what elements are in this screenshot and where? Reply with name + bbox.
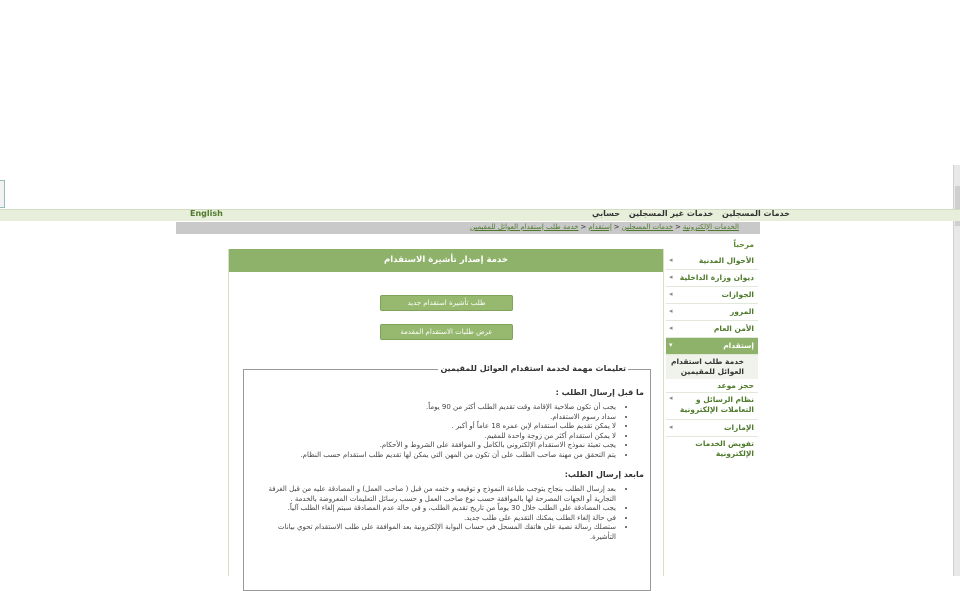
chevron-left-icon: ◂ xyxy=(669,273,673,281)
breadcrumb-current[interactable]: خدمة طلب إستقدام العوائل للمقيمين xyxy=(470,223,579,231)
sidebar-item-emirates[interactable] xyxy=(666,420,758,437)
breadcrumb: الخدمات الإلكترونية<خدمات المسجلين<إستقدام<خدمة طلب إستقدام العوائل للمقيمين xyxy=(470,223,739,231)
list-item: • سداد رسوم الاستقدام. xyxy=(256,413,616,423)
sidebar-item-label: ديوان وزارة الداخلية xyxy=(679,273,754,282)
sidebar-item-civil-affairs[interactable] xyxy=(666,253,758,270)
sidebar-welcome: مرحباً xyxy=(733,240,754,249)
list-item: • بعد إرسال الطلب بنجاح يتوجب طباعة النموذج و توقيعه و ختمه من قبل ( صاحب العمل) و المصادقة عليه من قبل الغرفة التجارية أو الجهات المصرحة لها بالموافقة حسب نوع صاحب العمل و حسب رسائل التعليمات المعروضة بالخدمة . xyxy=(256,485,616,504)
before-submit-list xyxy=(256,403,632,460)
sidebar-item-label: الأحوال المدنية xyxy=(698,256,754,265)
sidebar-subitem-family-recruitment[interactable]: خدمة طلب استقدام العوائل للمقيمين xyxy=(666,355,758,379)
chevron-left-icon: ◂ xyxy=(669,394,673,402)
list-item: • يتم التحقق من مهنة صاحب الطلب على أن تكون من المهن التي يمكن لها تقديم طلب استقدام حسب النظام. xyxy=(256,451,616,461)
after-submit-title: مابعد إرسال الطلب: xyxy=(564,470,644,479)
sidebar-item-label: الأمن العام xyxy=(713,324,754,333)
top-links xyxy=(586,209,790,218)
sidebar-item-delegation[interactable] xyxy=(666,437,758,463)
breadcrumb-recruitment[interactable]: إستقدام xyxy=(588,223,612,231)
top-link-unregistered[interactable]: خدمات غير المسجلين xyxy=(628,209,714,218)
top-nav-bar xyxy=(0,209,960,221)
list-item: • ستصلك رسالة نصية على هاتفك المسجل في حساب البوابة الإلكترونية بعد الموافقة على طلب الاستقدام تحوي بيانات التأشيرة. xyxy=(256,523,616,542)
language-toggle[interactable]: English xyxy=(190,209,223,218)
breadcrumb-registered[interactable]: خدمات المسجلين xyxy=(621,223,674,231)
sidebar-item-label: تفويض الخدمات الإلكترونية xyxy=(695,439,754,458)
sidebar-item-label: نظام الرسائل و التعاملات الإلكترونية xyxy=(679,395,754,414)
sidebar-item-messaging[interactable] xyxy=(666,393,758,420)
instructions-legend: تعليمات مهمة لخدمة استقدام العوائل للمقيمين xyxy=(440,364,626,373)
list-item: • يجب أن تكون صلاحية الإقامة وقت تقديم الطلب أكثر من 90 يوماً. xyxy=(256,403,616,413)
top-link-my-account[interactable]: حسابي xyxy=(592,209,621,218)
sidebar xyxy=(666,236,758,463)
chevron-down-icon: ▾ xyxy=(669,341,673,349)
after-submit-list xyxy=(256,485,632,542)
list-item: • لا يمكن استقدام أكثر من زوجة واحدة للمقيم. xyxy=(256,432,616,442)
list-item: • لا يمكن تقديم طلب استقدام لإبن عمره 18 عاماً أو أكبر . xyxy=(256,422,616,432)
new-visa-request-button[interactable]: طلب تأشيرة استقدام جديد xyxy=(380,295,513,311)
chevron-left-icon: ◂ xyxy=(669,290,673,298)
sidebar-item-recruitment[interactable] xyxy=(666,338,758,355)
top-link-registered[interactable]: خدمات المسجلين xyxy=(722,209,790,218)
panel-title: خدمة إصدار تأشيرة الاستقدام xyxy=(229,249,663,272)
sidebar-item-traffic[interactable] xyxy=(666,304,758,321)
list-item: • يجب المصادقة على الطلب خلال 30 يوماً من تاريخ تقديم الطلب، و في حالة عدم المصادقة سيتم إلغاء الطلب آلياً. xyxy=(256,504,616,514)
sidebar-item-passports[interactable] xyxy=(666,287,758,304)
chevron-left-icon: ◂ xyxy=(669,423,673,431)
list-item: • يجب تعبئة نموذج الاستقدام الإلكتروني بالكامل و الموافقة على الشروط و الأحكام. xyxy=(256,441,616,451)
breadcrumb-eservices[interactable]: الخدمات الإلكترونية xyxy=(682,223,739,231)
chevron-left-icon: ◂ xyxy=(669,324,673,332)
sidebar-item-label: إستقدام xyxy=(723,341,754,350)
sidebar-item-public-security[interactable] xyxy=(666,321,758,338)
view-requests-button[interactable]: عرض طلبات الاستقدام المقدمة xyxy=(380,324,513,340)
chevron-left-icon: ◂ xyxy=(669,307,673,315)
chevron-left-icon: ◂ xyxy=(669,256,673,264)
page-scrollbar[interactable] xyxy=(953,165,960,576)
sidebar-subitem-book-appointment[interactable]: حجز موعد xyxy=(666,379,758,393)
sidebar-item-label: الإمارات xyxy=(723,423,754,432)
before-submit-title: ما قبل إرسال الطلب : xyxy=(555,388,644,397)
sidebar-item-ministry-office[interactable] xyxy=(666,270,758,287)
list-item: • في حالة إلغاء الطلب يمكنك التقديم على طلب جديد. xyxy=(256,514,616,524)
sidebar-item-label: الجوازات xyxy=(721,290,754,299)
sidebar-item-label: المرور xyxy=(729,307,754,316)
service-panel xyxy=(228,249,664,576)
window-edge-marker xyxy=(0,180,5,208)
instructions-fieldset xyxy=(243,364,651,591)
